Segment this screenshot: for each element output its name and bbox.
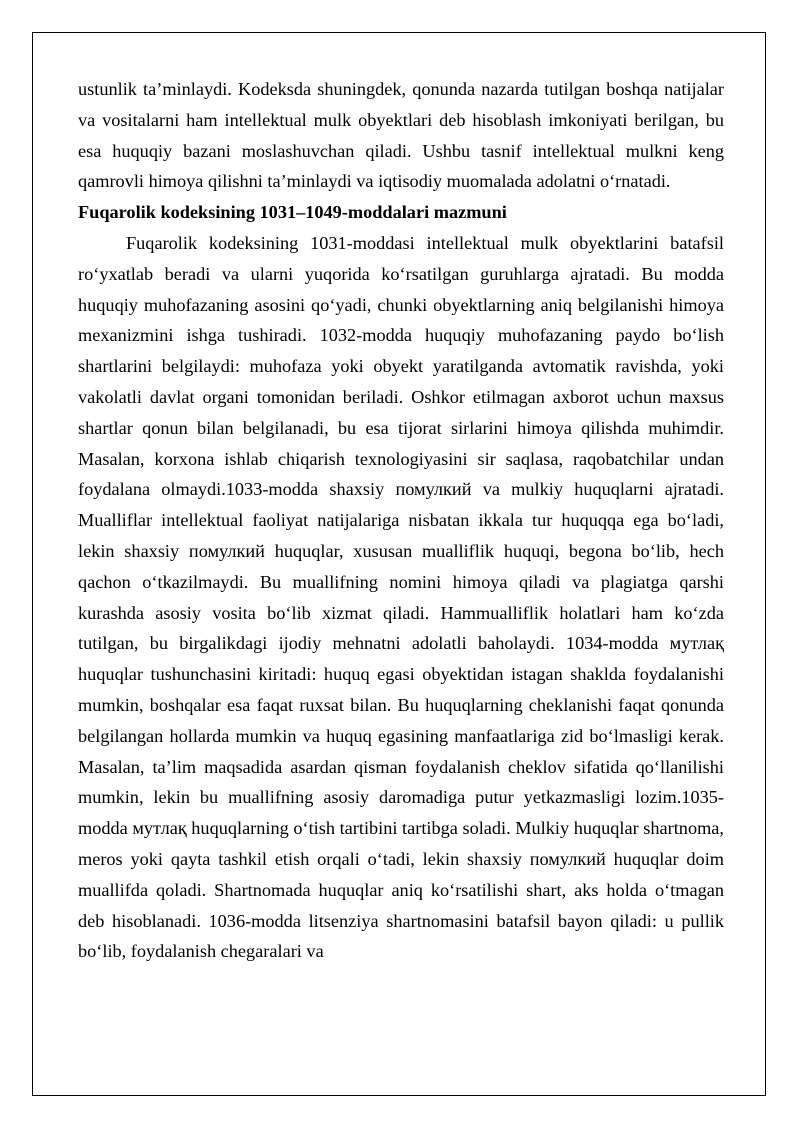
section-heading: Fuqarolik kodeksining 1031–1049-moddalari mazmuni xyxy=(78,202,507,223)
paragraph-continued: ustunlik ta’minlaydi. Kodeksda shuningdek, qonunda nazarda tutilgan boshqa natijalar va vositalarni ham intellektual mulk obyektlari deb hisoblash imkoniyati berilgan, bu esa huquqiy bazani moslashuvchan qiladi. Ushbu tasnif intellektual mulkni keng qamrovli himoya qilishni ta’minlaydi va iqtisodiy muomalada adolatni o‘rnatadi. xyxy=(78,79,724,192)
paragraph-articles: Fuqarolik kodeksining 1031-moddasi intellektual mulk obyektlarini batafsil ro‘yxatlab beradi va ularni yuqorida ko‘rsatilgan guruhlarga ajratadi. Bu modda huquqiy muhofazaning asosini qo‘yadi, chunki obyektlarning aniq belgilanishi himoya mexanizmini ishga tushiradi. 1032-modda huquqiy muhofazaning paydo bo‘lish shartlarini belgilaydi: muhofaza yoki obyekt yaratilganda avtomatik ravishda, yoki vakolatli davlat organi tomonidan beriladi. Oshkor etilmagan axborot uchun maxsus shartlar qonun bilan belgilanadi, bu esa tijorat sirlarini himoya qilishda muhimdir. Masalan, korxona ishlab chiqarish texnologiyasini sir saqlasa, raqobatchilar undan foydalana olmaydi.1033-modda shaxsiy помулкий va mulkiy huquqlarni ajratadi. Mualliflar intellektual faoliyat natijalariga nisbatan ikkala tur huquqqa ega bo‘ladi, lekin shaxsiy помулкий huquqlar, xususan mualliflik huquqi, begona bo‘lib, hech qachon o‘tkazilmaydi. Bu muallifning nomini himoya qiladi va plagiatga qarshi kurashda asosiy vosita bo‘lib xizmat qiladi. Hammualliflik holatlari ham ko‘zda tutilgan, bu birgalikdagi ijodiy mehnatni adolatli baholaydi. 1034-modda мутлақ huquqlar tushunchasini kiritadi: huquq egasi obyektidan istagan shaklda foydalanishi mumkin, boshqalar esa faqat ruxsat bilan. Bu huquqlarning cheklanishi faqat qonunda belgilangan hollarda mumkin va huquq egasining manfaatlariga zid bo‘lmasligi kerak. Masalan, ta’lim maqsadida asardan qisman foydalanish cheklov sifatida qo‘llanilishi mumkin, lekin bu muallifning asosiy daromadiga putur yetkazmasligi lozim.1035-modda мутлақ huquqlarning o‘tish tartibini tartibga soladi. Mulkiy huquqlar shartnoma, meros yoki qayta tashkil etish orqali o‘tadi, lekin shaxsiy помулкий huquqlar doim muallifda qoladi. Shartnomada huquqlar aniq ko‘rsatilishi shart, aks holda o‘tmagan deb hisoblanadi. 1036-modda litsenziya shartnomasini batafsil bayon qiladi: u pullik bo‘lib, foydalanish chegaralari va xyxy=(78,232,724,962)
document-body xyxy=(78,74,724,967)
